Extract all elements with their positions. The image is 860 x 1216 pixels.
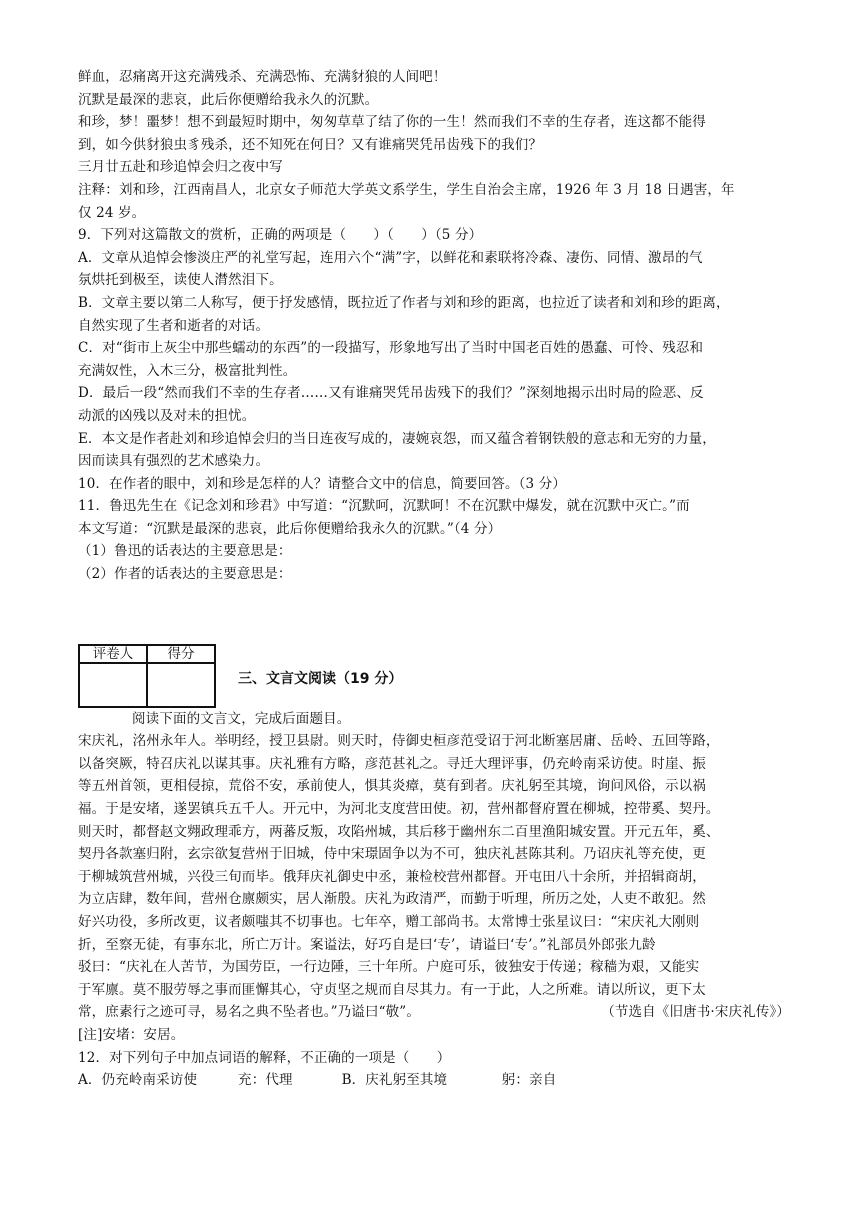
section-title: 三、文言文阅读（19 分） — [238, 670, 403, 687]
sub-question-2: （2）作者的话表达的主要意思是： — [78, 566, 292, 583]
question-stem: 本文写道：“沉默是最深的悲哀，此后你便赠给我永久的沉默。”（4 分） — [78, 520, 502, 537]
text-line: 福。于是安堵，遂罢镇兵五千人。开元中，为河北支度营田使。初，营州都督府置在柳城，控带奚、契丹。 — [78, 801, 720, 818]
text-line: 以备突厥，特召庆礼以谋其事。庆礼雅有方略，彦范甚礼之。寻迁大理评事，仍充岭南采访使。时崖、振 — [78, 755, 706, 772]
text-line: 于柳城筑营州城，兴役三旬而毕。俄拜庆礼御史中丞，兼检校营州都督。开屯田八十余所，并招辑商胡， — [78, 868, 706, 885]
score-cell — [147, 663, 215, 707]
exam-page — [78, 66, 790, 1092]
grader-cell — [79, 663, 147, 707]
text-line: 好兴功役，多所改更，议者颇嗤其不切事也。七年卒，赠工部尚书。太常博士张星议曰：“宋庆礼大刚则 — [78, 914, 700, 930]
text-line: 折，至察无徒，有事东北，所亡万计。案谥法，好巧自是曰‘专’，请谥曰‘专’。”礼部员外郎张九龄 — [78, 936, 656, 953]
classical-text — [78, 730, 790, 1024]
question-12 — [78, 1047, 790, 1092]
score-table — [78, 644, 216, 708]
option-line: D．最后一段“然而我们不幸的生存者……又有谁痛哭凭吊齿残下的我们？”深刻地揭示出时局的险恶、反 — [78, 385, 704, 402]
option-line: B．文章主要以第二人称写，便于抒发感情，既拉近了作者与刘和珍的距离，也拉近了读者和刘和珍的距离， — [78, 294, 730, 311]
option-line: C．对“街市上灰尘中那些蠕动的东西”的一段描写，形象地写出了当时中国老百姓的愚蠢、可怜、残忍和 — [78, 340, 704, 357]
option-line: 氛烘托到极至，读使人潸然泪下。 — [78, 272, 283, 289]
question-stem: 12．对下列句子中加点词语的解释，不正确的一项是（ ） — [78, 1049, 451, 1066]
text-line: 驳曰：“庆礼在人苦节，为国劳臣，一行边陲，三十年所。户庭可乐，彼独安于传递；稼穑为艰，又能实 — [78, 959, 700, 976]
text-line: 沉默是最深的悲哀，此后你便赠给我永久的沉默。 — [78, 91, 379, 108]
text-line: 常，庶素行之迹可寻，易名之典不坠者也。”乃谥曰“敬”。 — [78, 1004, 421, 1021]
annotation-note: [注]安堵：安居。 — [78, 1026, 185, 1043]
text-line: 契丹各款塞归附，玄宗欲复营州于旧城，侍中宋璟固争以为不可，独庆礼甚陈其利。乃诏庆礼等充使，更 — [78, 846, 706, 863]
grader-label: 评卷人 — [79, 645, 147, 663]
question-11 — [78, 495, 790, 585]
text-line: 则天时，都督赵文翙政理乖方，两蕃反叛，攻陷州城，其后移于幽州东二百里渔阳城安置。开元五年，奚、 — [78, 823, 720, 840]
question-stem: 9．下列对这篇散文的赏析，正确的两项是（ ）（ ）（5 分） — [78, 227, 483, 244]
text-line: 鲜血，忍痛离开这充满残杀、充满恐怖、充满豺狼的人间吧！ — [78, 69, 447, 85]
footnote-line: 仅 24 岁。 — [78, 204, 146, 221]
answer-space — [78, 586, 790, 642]
option-b: B．庆礼躬至其境 躬：亲自 — [341, 1072, 557, 1089]
text-line-last — [78, 1001, 790, 1024]
text-line: 等五州首领，更相侵掠，荒俗不安，承前使人，惧其炎瘴，莫有到者。庆礼躬至其境，询问风俗，示以祸 — [78, 778, 706, 795]
option-line: A．文章从追悼会惨淡庄严的礼堂写起，连用六个“满”字，以鲜花和素联将冷森、凄伤、同情、激昂的气 — [78, 249, 703, 266]
text-line: 和珍，梦！噩梦！想不到最短时期中，匆匆草草了结了你的一生！然而我们不幸的生存者，连这都不能得 — [78, 114, 706, 131]
option-line: 因而读具有强烈的艺术感染力。 — [78, 453, 270, 470]
option-line: 自然实现了生者和逝者的对话。 — [78, 317, 270, 334]
text-line: 宋庆礼，洺州永年人。举明经，授卫县尉。则天时，侍御史桓彦范受诏于河北断塞居庸、岳岭、五回等路， — [78, 733, 720, 750]
question-10: 10．在作者的眼中，刘和珍是怎样的人？请整合文中的信息，简要回答。（3 分） — [78, 475, 567, 492]
option-line: 动派的凶残以及对未的担忧。 — [78, 407, 256, 424]
instruction: 阅读下面的文言文，完成后面题目。 — [132, 710, 351, 727]
text-line: 到，如今供豺狼虫豸残杀，还不知死在何日？又有谁痛哭凭吊齿残下的我们？ — [78, 136, 543, 153]
section-header — [78, 644, 790, 708]
option-line: E．本文是作者赴刘和珍追悼会归的当日连夜写成的，凄婉哀怨，而又蕴含着钢铁般的意志和无穷的力量， — [78, 430, 716, 447]
footnote-line: 注释：刘和珍，江西南昌人，北京女子师范大学英文系学生，学生自治会主席，1926 年 3 月 18 日遇害，年 — [78, 181, 735, 198]
text-line: 于军廪。莫不服劳辱之事而匪懈其心，守贞坚之规而自尽其力。有一于此，人之所难。请以所议，更下太 — [78, 981, 706, 998]
question-stem: 11．鲁迅先生在《记念刘和珍君》中写道：“沉默呵，沉默呵！不在沉默中爆发，就在沉默中灭亡。”而 — [78, 498, 690, 515]
sub-question-1: （1）鲁迅的话表达的主要意思是： — [78, 543, 292, 560]
option-a: A．仍充岭南采访使 充：代理 — [78, 1072, 293, 1089]
text-line: 三月廿五赴和珍追悼会归之夜中写 — [78, 159, 283, 176]
passage-tail — [78, 66, 790, 224]
option-line: 充满奴性，入木三分，极富批判性。 — [78, 362, 297, 379]
question-9 — [78, 224, 790, 473]
score-label: 得分 — [147, 645, 215, 663]
text-line: 为立店肆，数年间，营州仓廪颇实，居人渐殷。庆礼为政清严，而勤于听理，所历之处，人吏不敢犯。然 — [78, 891, 706, 908]
options-row — [78, 1069, 790, 1092]
source-citation: （节选自《旧唐书·宋庆礼传》） — [601, 1004, 790, 1021]
